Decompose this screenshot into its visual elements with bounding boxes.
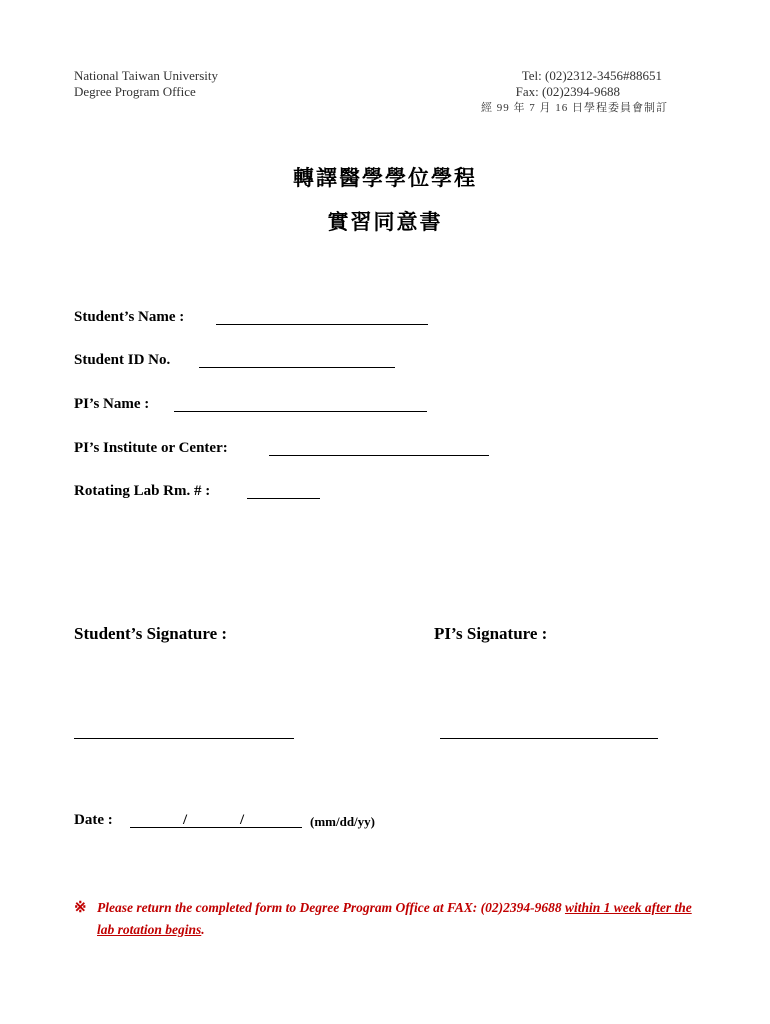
student-name-label: Student’s Name : [74, 309, 185, 325]
org-name: National Taiwan University [74, 68, 218, 83]
office-name: Degree Program Office [74, 84, 196, 99]
lab-room-field[interactable] [247, 498, 320, 499]
student-id-label: Student ID No. [74, 352, 171, 368]
pi-institute-field[interactable] [269, 455, 489, 456]
date-format-hint: (mm/dd/yy) [310, 814, 375, 829]
student-signature-label: Student’s Signature : [74, 624, 228, 643]
return-instruction-note [97, 897, 702, 941]
approval-note: 經 99 年 7 月 16 日學程委員會制訂 [481, 102, 668, 114]
pi-signature-label: PI’s Signature : [434, 624, 548, 643]
note-text-deadline: within 1 week after the lab rotation begins [97, 900, 692, 937]
note-text-period: . [201, 922, 205, 937]
tel-number: Tel: (02)2312-3456#88651 [521, 68, 662, 83]
date-label: Date : [74, 812, 113, 828]
pi-name-label: PI’s Name : [74, 396, 150, 412]
date-field[interactable] [130, 827, 302, 828]
date-separator-1: / [183, 812, 188, 828]
reference-mark-icon: ※ [74, 900, 87, 916]
student-id-field[interactable] [199, 367, 395, 368]
lab-room-label: Rotating Lab Rm. # : [74, 483, 211, 499]
form-title-consent: 實習同意書 [327, 210, 443, 234]
pi-signature-line[interactable] [440, 738, 658, 739]
student-name-field[interactable] [216, 324, 428, 325]
form-title-program: 轉譯醫學學位學程 [293, 166, 477, 190]
fax-number: Fax: (02)2394-9688 [515, 84, 620, 99]
pi-name-field[interactable] [174, 411, 427, 412]
date-separator-2: / [240, 812, 245, 828]
student-signature-line[interactable] [74, 738, 294, 739]
note-text-main: Please return the completed form to Degree Program Office at FAX: (02)2394-9688 [97, 900, 565, 915]
pi-institute-label: PI’s Institute or Center: [74, 440, 228, 456]
